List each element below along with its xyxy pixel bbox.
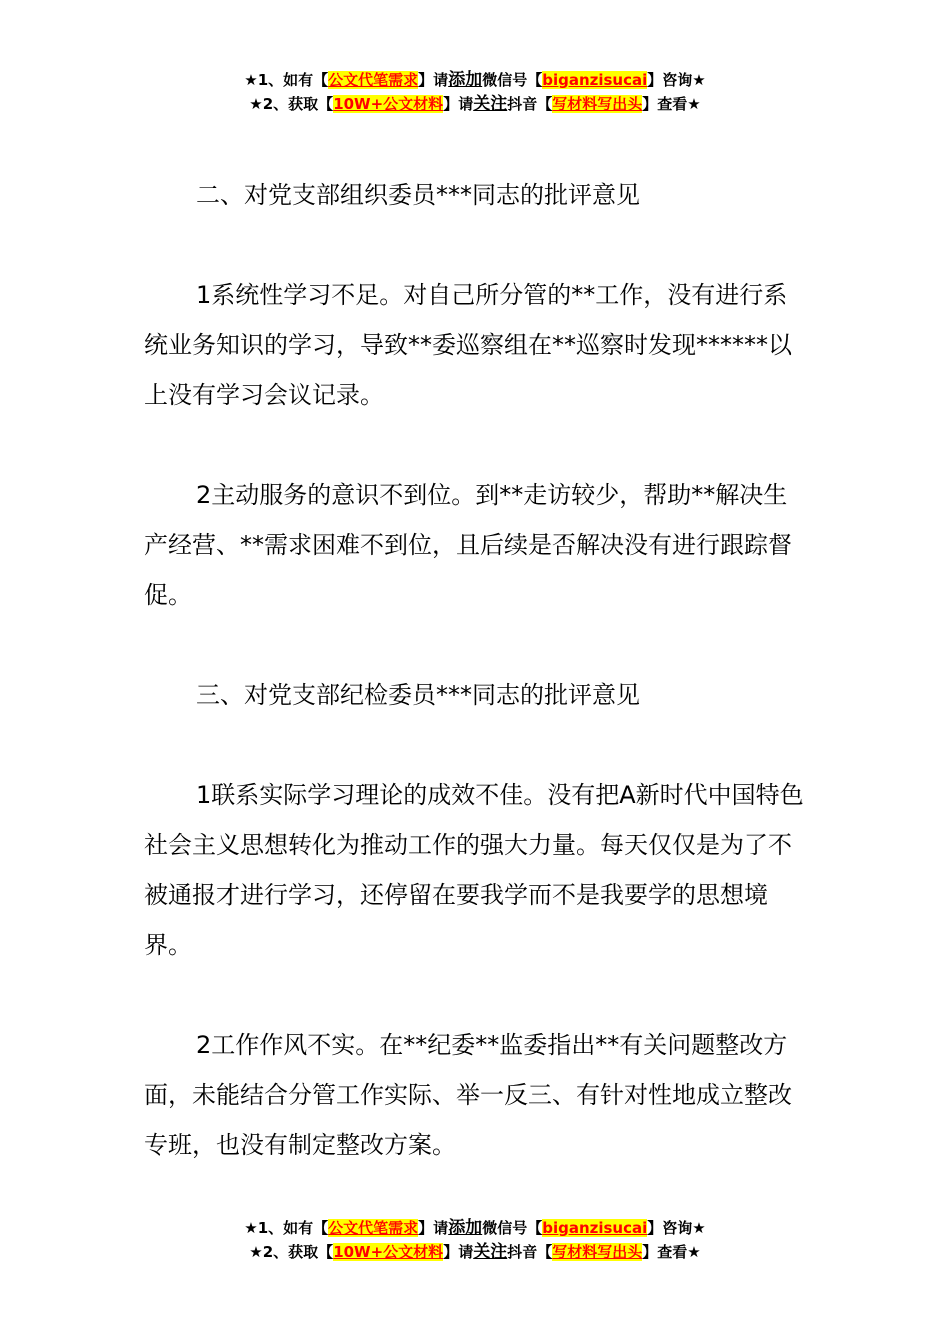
footer-line-1-highlight-service: 公文代笔需求 [328, 1219, 419, 1237]
header-line-2 [0, 92, 950, 116]
header-line-2-mid2: 抖音【 [507, 95, 553, 113]
star-icon: ★ [244, 1219, 258, 1237]
header-banner [0, 68, 950, 116]
section-2-item-2: 2主动服务的意识不到位。到**走访较少，帮助**解决生产经营、**需求困难不到位，且后续是否解决没有进行跟踪督促。 [144, 481, 792, 609]
header-line-1-prefix: 1、如有【 [257, 71, 329, 89]
star-icon: ★ [692, 1219, 706, 1237]
header-line-1-suffix: 】咨询 [647, 71, 693, 89]
section-2-title: 二、对党支部组织委员***同志的批评意见 [196, 181, 640, 209]
header-line-1-highlight-service: 公文代笔需求 [328, 71, 419, 89]
footer-line-1-mid2: 微信号【 [482, 1219, 543, 1237]
star-icon: ★ [249, 1243, 263, 1261]
header-line-1-emphasis: 添加 [448, 70, 483, 90]
section-3-title: 三、对党支部纪检委员***同志的批评意见 [196, 681, 640, 709]
header-line-2-emphasis: 关注 [473, 94, 508, 114]
footer-line-1-emphasis: 添加 [448, 1218, 483, 1238]
footer-wechat-id: biganzisucai [542, 1219, 648, 1237]
header-wechat-id: biganzisucai [542, 71, 648, 89]
section-3-item-1: 1联系实际学习理论的成效不佳。没有把A新时代中国特色社会主义思想转化为推动工作的强大力量。每天仅仅是为了不被通报才进行学习，还停留在要我学而不是我要学的思想境界。 [144, 781, 804, 959]
header-douyin-account: 写材料写出头 [552, 95, 643, 113]
footer-line-1-prefix: 1、如有【 [257, 1219, 329, 1237]
footer-banner [0, 1216, 950, 1264]
star-icon: ★ [249, 95, 263, 113]
footer-line-2-suffix: 】查看 [642, 1243, 688, 1261]
section-3-item-2: 2工作作风不实。在**纪委**监委指出**有关问题整改方面，未能结合分管工作实际、举一反三、有针对性地成立整改专班，也没有制定整改方案。 [144, 1031, 792, 1159]
star-icon: ★ [687, 1243, 701, 1261]
header-line-2-suffix: 】查看 [642, 95, 688, 113]
footer-line-2-emphasis: 关注 [473, 1242, 508, 1262]
section-2-item-1: 1系统性学习不足。对自己所分管的**工作，没有进行系统业务知识的学习，导致**委巡察组在**巡察时发现******以上没有学习会议记录。 [144, 281, 792, 409]
footer-line-2-prefix: 2、获取【 [262, 1243, 334, 1261]
star-icon: ★ [687, 95, 701, 113]
footer-line-2-highlight-materials: 10W+公文材料 [333, 1243, 444, 1261]
footer-line-2 [0, 1240, 950, 1264]
header-line-1 [0, 68, 950, 92]
footer-douyin-account: 写材料写出头 [552, 1243, 643, 1261]
document-body [144, 170, 808, 1220]
header-line-2-mid: 】请 [443, 95, 474, 113]
footer-line-2-mid2: 抖音【 [507, 1243, 553, 1261]
footer-line-1-suffix: 】咨询 [647, 1219, 693, 1237]
star-icon: ★ [692, 71, 706, 89]
footer-line-2-mid: 】请 [443, 1243, 474, 1261]
header-line-1-mid2: 微信号【 [482, 71, 543, 89]
footer-line-1-mid: 】请 [418, 1219, 449, 1237]
header-line-2-highlight-materials: 10W+公文材料 [333, 95, 444, 113]
star-icon: ★ [244, 71, 258, 89]
header-line-1-mid: 】请 [418, 71, 449, 89]
header-line-2-prefix: 2、获取【 [262, 95, 334, 113]
footer-line-1 [0, 1216, 950, 1240]
